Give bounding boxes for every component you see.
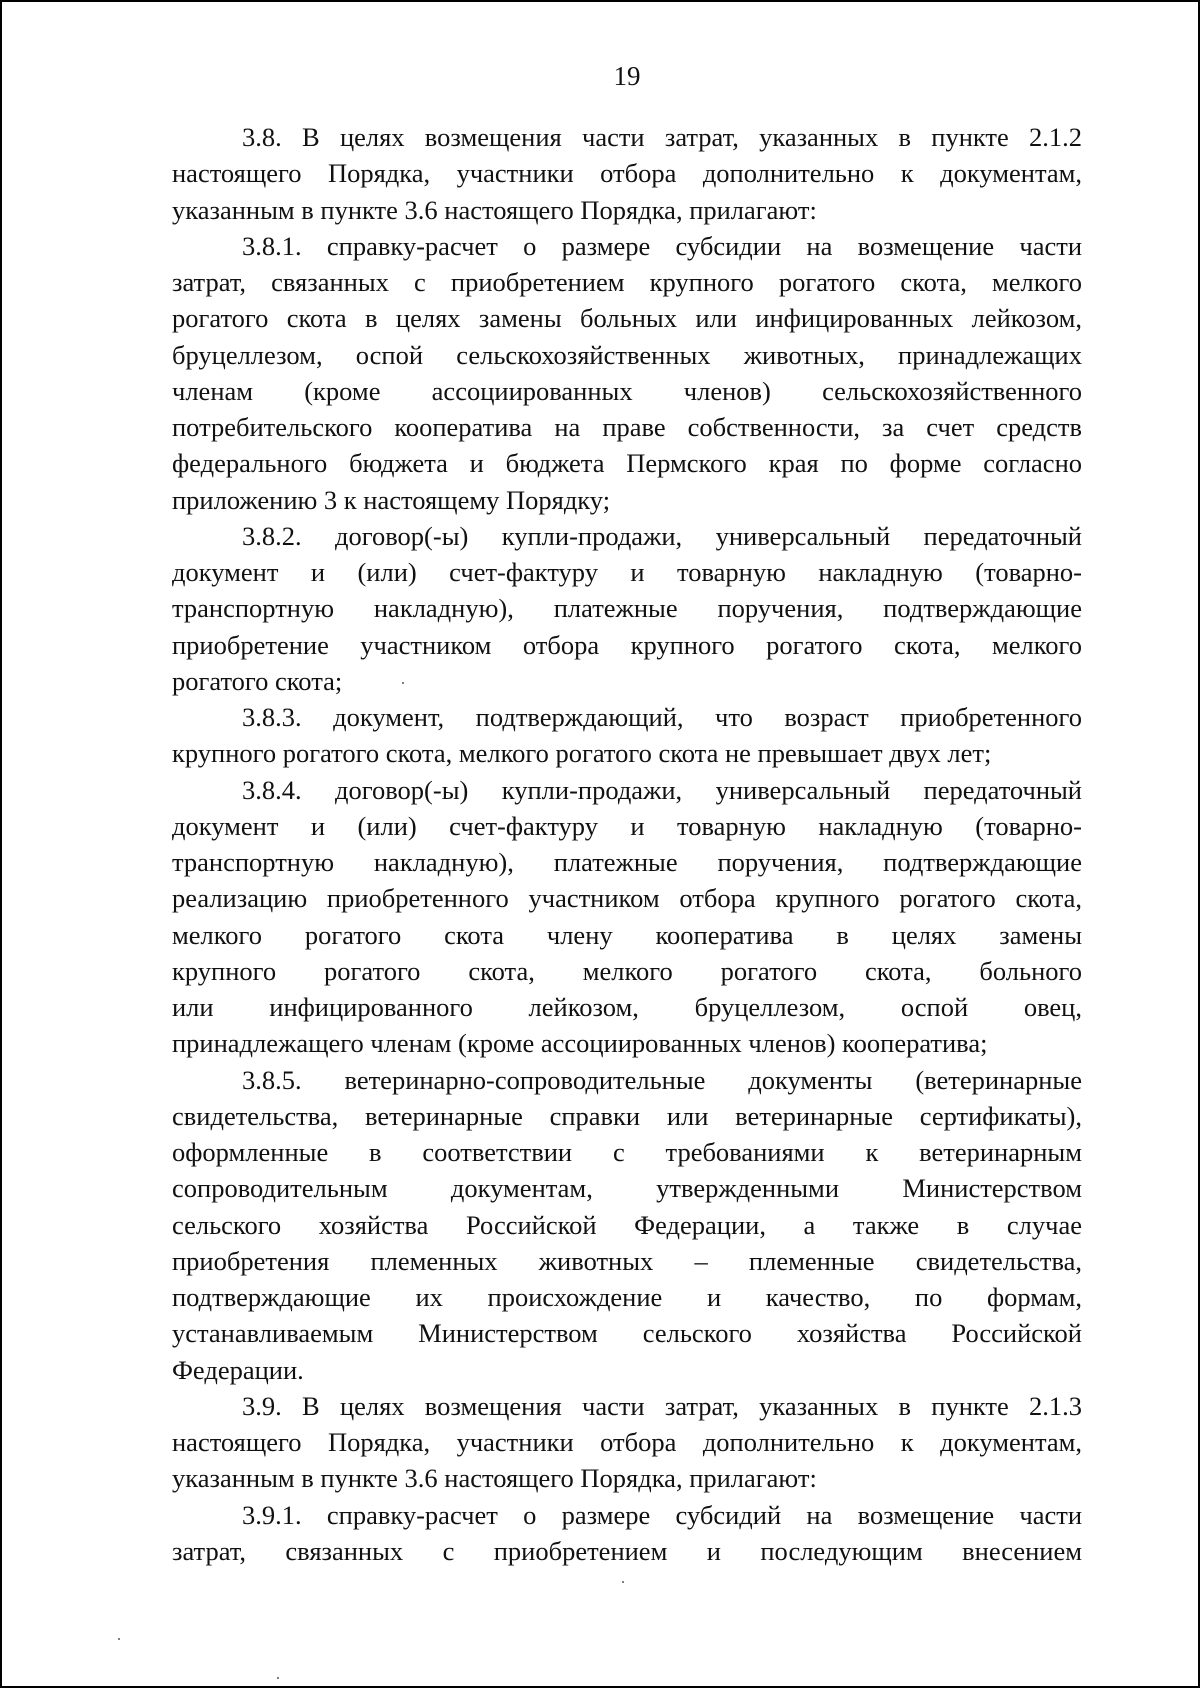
text-line: устанавливаемым Министерством сельского хозяйства Российской	[172, 1318, 1082, 1349]
text-line: указанным в пункте 3.6 настоящего Порядка, прилагают:	[172, 1463, 817, 1494]
scan-speck	[402, 682, 404, 684]
text-line: затрат, связанных с приобретением и последующим внесением	[172, 1535, 1082, 1566]
paragraph	[172, 1062, 1082, 1388]
text-line: 3.8.5. ветеринарно-сопроводительные документы (ветеринарные	[242, 1064, 1082, 1095]
text-line: бруцеллезом, оспой сельскохозяйственных животных, принадлежащих	[172, 339, 1082, 370]
text-line: мелкого рогатого скота члену кооператива в целях замены	[172, 919, 1082, 950]
scan-speck	[277, 1677, 279, 1679]
text-line: 3.8.2. договор(-ы) купли-продажи, универсальный передаточный	[242, 520, 1082, 551]
text-line: документ и (или) счет-фактуру и товарную накладную (товарно-	[172, 810, 1082, 841]
text-line: указанным в пункте 3.6 настоящего Порядка, прилагают:	[172, 194, 817, 225]
text-line: приобретение участником отбора крупного рогатого скота, мелкого	[172, 629, 1082, 660]
text-line: 3.8. В целях возмещения части затрат, указанных в пункте 2.1.2	[242, 122, 1082, 152]
text-line: крупного рогатого скота, мелкого рогатого скота, больного	[172, 955, 1082, 986]
text-line: документ и (или) счет-фактуру и товарную накладную (товарно-	[172, 557, 1082, 587]
text-line: свидетельства, ветеринарные справки или ветеринарные сертификаты),	[172, 1100, 1082, 1131]
paragraph	[172, 699, 1082, 772]
text-line: 3.9.1. справку-расчет о размере субсидий на возмещение части	[242, 1499, 1082, 1530]
paragraph	[172, 119, 1082, 228]
text-line: оформленные в соответствии с требованиями к ветеринарным	[172, 1137, 1082, 1167]
text-line: федерального бюджета и бюджета Пермского края по форме согласно	[172, 448, 1082, 479]
text-line: Федерации.	[172, 1354, 304, 1385]
paragraph	[172, 1497, 1082, 1570]
scan-speck	[118, 1638, 120, 1640]
text-line: принадлежащего членам (кроме ассоциированных членов) кооператива;	[172, 1028, 988, 1059]
text-line: или инфицированного лейкозом, бруцеллезом, оспой овец,	[172, 992, 1082, 1022]
text-line: реализацию приобретенного участником отбора крупного рогатого скота,	[172, 883, 1082, 914]
text-line: приложению 3 к настоящему Порядку;	[172, 484, 611, 515]
text-line: сельского хозяйства Российской Федерации, а также в случае	[172, 1209, 1082, 1240]
text-line: затрат, связанных с приобретением крупного рогатого скота, мелкого	[172, 267, 1082, 297]
document-body	[172, 119, 1082, 1569]
text-line: 3.9. В целях возмещения части затрат, указанных в пункте 2.1.3	[242, 1390, 1082, 1421]
scan-speck	[622, 1581, 624, 1583]
paragraph	[172, 228, 1082, 518]
text-line: настоящего Порядка, участники отбора дополнительно к документам,	[172, 158, 1082, 189]
page-number: 19	[613, 61, 641, 91]
text-line: сопроводительным документам, утвержденными Министерством	[172, 1173, 1082, 1204]
text-line: рогатого скота в целях замены больных или инфицированных лейкозом,	[172, 303, 1082, 334]
text-line: транспортную накладную), платежные поручения, подтверждающие	[172, 593, 1082, 624]
text-line: крупного рогатого скота, мелкого рогатого скота не превышает двух лет;	[172, 738, 992, 769]
text-line: подтверждающие их происхождение и качество, по формам,	[172, 1282, 1082, 1312]
text-line: 3.8.4. договор(-ы) купли-продажи, универсальный передаточный	[242, 774, 1082, 805]
paragraph	[172, 1388, 1082, 1497]
text-line: приобретения племенных животных – племенные свидетельства,	[172, 1245, 1082, 1276]
text-line: потребительского кооператива на праве собственности, за счет средств	[172, 412, 1082, 442]
text-line: членам (кроме ассоциированных членов) сельскохозяйственного	[172, 375, 1082, 406]
text-line: 3.8.3. документ, подтверждающий, что возраст приобретенного	[242, 702, 1082, 732]
text-line: транспортную накладную), платежные поручения, подтверждающие	[172, 847, 1082, 877]
text-line: рогатого скота;	[172, 665, 343, 696]
paragraph	[172, 518, 1082, 699]
paragraph	[172, 772, 1082, 1062]
text-line: 3.8.1. справку-расчет о размере субсидии на возмещение части	[242, 230, 1082, 261]
text-line: настоящего Порядка, участники отбора дополнительно к документам,	[172, 1427, 1082, 1457]
